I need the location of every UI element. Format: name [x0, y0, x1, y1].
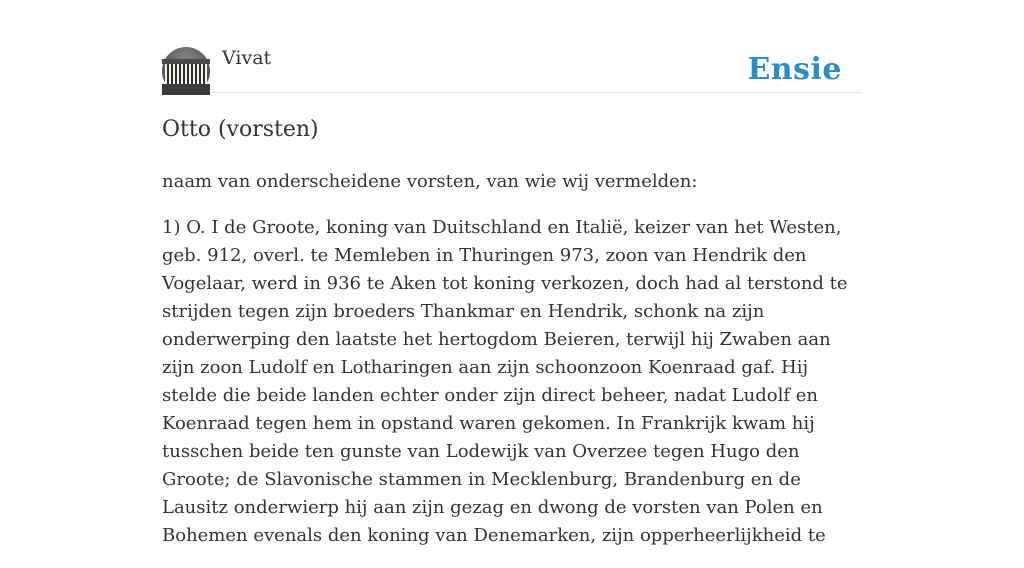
- brand-logo[interactable]: Ensie: [747, 52, 842, 87]
- site-header: [162, 46, 862, 93]
- page-title: Otto (vorsten): [162, 117, 319, 142]
- article-paragraph: 1) O. I de Groote, koning van Duitschland en Italië, keizer van het Westen, geb. 912, overl. te Memleben in Thuringen 973, zoon van Hendrik den Vogelaar, werd in 936 te Aken tot koning verkozen, doch had al terstond te strijden tegen zijn broeders Thankmar en Hendrik, schonk na zijn onderwerping den laatste het hertogdom Beieren, terwijl hij Zwaben aan zijn zoon Ludolf en Lotharingen aan zijn schoonzoon Koenraad gaf. Hij stelde die beide landen echter onder zijn direct beheer, nadat Ludolf en Koenraad tegen hem in opstand waren gekomen. In Frankrijk kwam hij tusschen beide ten gunste van Lodewijk van Overzee tegen Hugo den Groote; de Slavonische stammen in Mecklenburg, Brandenburg en de Lausitz onderwierp hij aan zijn gezag en dwong de vorsten van Polen en Bohemen evenals den koning van Denemarken, zijn opperheerlijkheid te: [162, 217, 848, 546]
- shelf-bottom: [162, 84, 210, 95]
- site-name[interactable]: Vivat: [222, 47, 272, 69]
- books-row: [165, 64, 207, 84]
- article-intro: naam van onderscheidene vorsten, van wie wij vermelden:: [162, 171, 698, 192]
- article-body: [162, 168, 862, 568]
- bookshelf-icon[interactable]: [162, 47, 210, 95]
